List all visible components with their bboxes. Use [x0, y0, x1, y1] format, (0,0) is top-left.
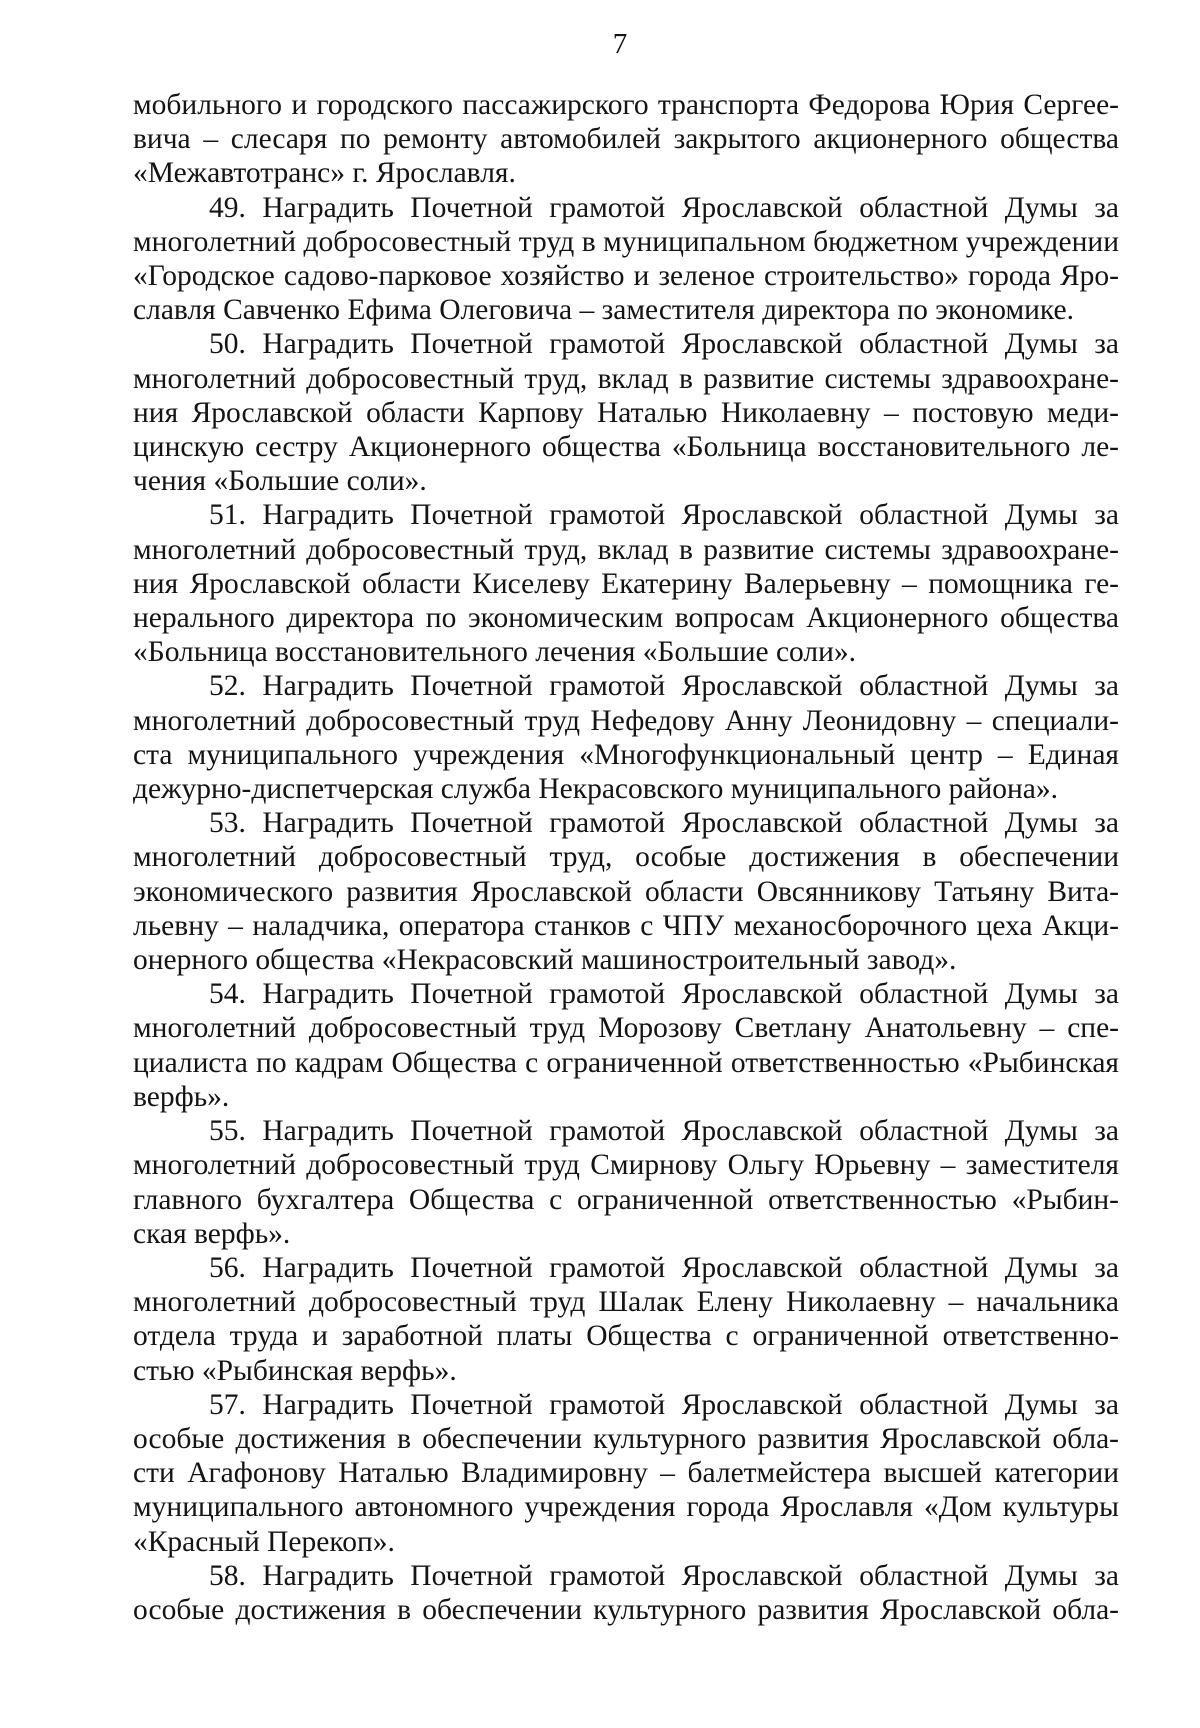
text-line: многолетний добросовестный труд Нефедову Анну Леонидовну – специали-	[133, 704, 1119, 737]
text-line: ния Ярославской области Киселеву Екатерину Валерьевну – помощника ге-	[133, 567, 1119, 600]
text-line: главного бухгалтера Общества с ограниченной ответственностью «Рыбин-	[133, 1183, 1119, 1216]
text-line: многолетний добросовестный труд, вклад в развитие системы здравоохране-	[133, 533, 1119, 566]
text-line: 49. Наградить Почетной грамотой Ярославской областной Думы за	[209, 191, 1119, 224]
text-line: 58. Наградить Почетной грамотой Ярославской областной Думы за	[209, 1559, 1119, 1592]
text-line: «Межавтотранс» г. Ярославля.	[133, 157, 516, 190]
text-line: нерального директора по экономическим вопросам Акционерного общества	[133, 602, 1119, 635]
text-line: муниципального автономного учреждения города Ярославля «Дом культуры	[133, 1491, 1119, 1524]
text-line: ская верфь».	[133, 1217, 291, 1250]
text-line: цинскую сестру Акционерного общества «Больница восстановительного ле-	[133, 431, 1119, 464]
document-body	[133, 88, 1119, 1627]
text-line: особые достижения в обеспечении культурного развития Ярославской обла-	[133, 1422, 1119, 1455]
text-line: многолетний добросовестный труд Шалак Елену Николаевну – начальника	[133, 1286, 1119, 1319]
text-line: «Городское садово-парковое хозяйство и зеленое строительство» города Яро-	[133, 260, 1119, 293]
text-line: сти Агафонову Наталью Владимировну – балетмейстера высшей категории	[133, 1457, 1119, 1490]
text-line: 53. Наградить Почетной грамотой Ярославской областной Думы за	[209, 807, 1119, 840]
text-line: 55. Наградить Почетной грамотой Ярославской областной Думы за	[209, 1115, 1119, 1148]
text-line: чения «Большие соли».	[133, 465, 427, 498]
text-line: 52. Наградить Почетной грамотой Ярославской областной Думы за	[209, 670, 1119, 703]
text-line: стью «Рыбинская верфь».	[133, 1354, 457, 1387]
text-line: 54. Наградить Почетной грамотой Ярославской областной Думы за	[209, 978, 1119, 1011]
text-line: многолетний добросовестный труд, вклад в развитие системы здравоохране-	[133, 362, 1119, 395]
text-line: 51. Наградить Почетной грамотой Ярославской областной Думы за	[209, 499, 1119, 532]
text-line: 57. Наградить Почетной грамотой Ярославской областной Думы за	[209, 1388, 1119, 1421]
text-line: верфь».	[133, 1080, 230, 1113]
text-line: мобильного и городского пассажирского транспорта Федорова Юрия Сергее-	[133, 89, 1119, 121]
text-line: вича – слесаря по ремонту автомобилей закрытого акционерного общества	[133, 123, 1119, 156]
text-line: ста муниципального учреждения «Многофункциональный центр – Единая	[133, 738, 1119, 771]
page-number: 7	[612, 28, 628, 60]
text-line: 56. Наградить Почетной грамотой Ярославской областной Думы за	[209, 1251, 1119, 1284]
text-line: 50. Наградить Почетной грамотой Ярославской областной Думы за	[209, 328, 1119, 361]
text-line: славля Савченко Ефима Олеговича – заместителя директора по экономике.	[133, 294, 1074, 327]
text-line: особые достижения в обеспечении культурного развития Ярославской обла-	[133, 1593, 1119, 1626]
text-line: ния Ярославской области Карпову Наталью Николаевну – постовую меди-	[133, 396, 1119, 429]
text-line: «Красный Перекоп».	[133, 1525, 395, 1558]
text-line: многолетний добросовестный труд в муниципальном бюджетном учреждении	[133, 225, 1119, 258]
text-line: многолетний добросовестный труд, особые достижения в обеспечении	[133, 841, 1119, 874]
text-line: дежурно-диспетчерская служба Некрасовского муниципального района».	[133, 773, 1058, 806]
text-line: онерного общества «Некрасовский машиностроительный завод».	[133, 944, 957, 977]
text-line: «Больница восстановительного лечения «Большие соли».	[133, 636, 857, 669]
text-line: циалиста по кадрам Общества с ограниченной ответственностью «Рыбинская	[133, 1046, 1119, 1079]
text-line: экономического развития Ярославской области Овсянникову Татьяну Вита-	[133, 875, 1119, 908]
text-line: льевну – наладчика, оператора станков с ЧПУ механосборочного цеха Акци-	[133, 909, 1119, 942]
text-line: многолетний добросовестный труд Смирнову Ольгу Юрьевну – заместителя	[133, 1149, 1119, 1182]
text-line: отдела труда и заработной платы Общества с ограниченной ответственно-	[133, 1320, 1119, 1353]
text-line: многолетний добросовестный труд Морозову Светлану Анатольевну – спе-	[133, 1012, 1119, 1045]
